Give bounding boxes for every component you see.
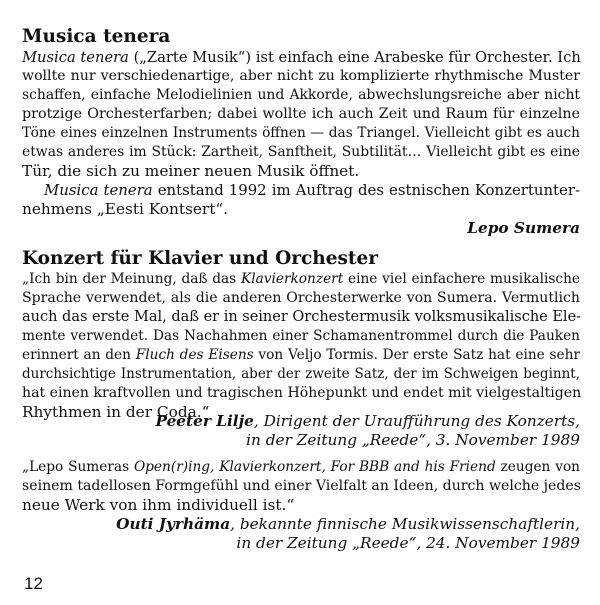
text-line: erinnert an den Fluch des Eisens von Veljo Tormis. Der erste Satz hat eine sehr — [22, 347, 580, 363]
author-signature: Lepo Sumera — [467, 219, 580, 237]
text-line: mente verwendet. Das Nachahmen einer Schamanentrommel durch die Pauken — [22, 328, 580, 344]
attribution-line: Peeter Lilje, Dirigent der Uraufführung des Konzerts, — [155, 412, 580, 430]
text-line: Töne eines einzelnen Instruments öffnen — das Triangel. Vielleicht gibt es auch — [22, 125, 580, 141]
text-line: neue Werk von ihm individuell ist.“ — [22, 496, 295, 514]
paragraph-musica-tenera-1 — [22, 48, 580, 181]
quote-lilje — [22, 270, 580, 422]
text-line: „Lepo Sumeras Open(r)ing, Klavierkonzert, For BBB and his Friend zeugen von — [22, 459, 580, 475]
attribution-source: in der Zeitung „Reede“, 3. November 1989 — [246, 431, 580, 449]
text-line: protzige Orchesterfarben; dabei wollte ich auch Zeit und Raum für einzelne — [22, 106, 580, 122]
text-line: wollte nur verschiedenartige, aber nicht zu komplizierte rhythmische Muster — [22, 68, 580, 84]
text-line: etwas anderes im Stück: Zartheit, Sanftheit, Subtilität… Vielleicht gibt es eine — [22, 144, 580, 160]
page-number: 12 — [24, 574, 43, 593]
attribution-jyrhama — [22, 515, 580, 553]
text-line: Rhythmen in der Coda.“ — [22, 403, 210, 421]
text-line: Musica tenera entstand 1992 im Auftrag des estnischen Konzertunter- — [44, 181, 580, 199]
section-heading-musica-tenera: Musica tenera — [22, 26, 171, 47]
text-line: Musica tenera („Zarte Musik“) ist einfach eine Arabeske für Orchester. Ich — [22, 49, 581, 66]
text-line: Tür, die sich zu meiner neuen Musik öffnet. — [22, 162, 360, 180]
text-line: hat einen kraftvollen und tragischen Höhepunkt und endet mit vielgestaltigen — [22, 385, 582, 401]
text-line: Sprache verwendet, als die anderen Orchesterwerke von Sumera. Vermutlich — [22, 290, 580, 306]
text-line: durchsichtige Instrumentation, aber der zweite Satz, der im Schweigen beginnt, — [22, 366, 580, 382]
text-line: schaffen, einfache Melodielinien und Akkorde, abwechslungsreiche aber nicht — [22, 87, 580, 103]
text-line: seinem tadellosen Formgefühl und einer Vielfalt an Ideen, durch welche jedes — [22, 478, 581, 494]
document-page — [22, 26, 580, 553]
text-line: auch das erste Mal, daß er in seiner Orchestermusik volksmusikalische Ele- — [22, 309, 582, 325]
quote-jyrhama — [22, 458, 580, 515]
paragraph-musica-tenera-2 — [22, 181, 580, 219]
attribution-source: in der Zeitung „Reede“, 24. November 1989 — [236, 534, 580, 552]
text-line: „Ich bin der Meinung, daß das Klavierkonzert eine viel einfachere musikalische — [22, 271, 581, 287]
text-line: nehmens „Eesti Kontsert“. — [22, 200, 229, 218]
section-heading-klavierkonzert: Konzert für Klavier und Orchester — [22, 248, 378, 269]
attribution-line: Outi Jyrhäma, bekannte finnische Musikwissenschaftlerin, — [116, 515, 580, 533]
